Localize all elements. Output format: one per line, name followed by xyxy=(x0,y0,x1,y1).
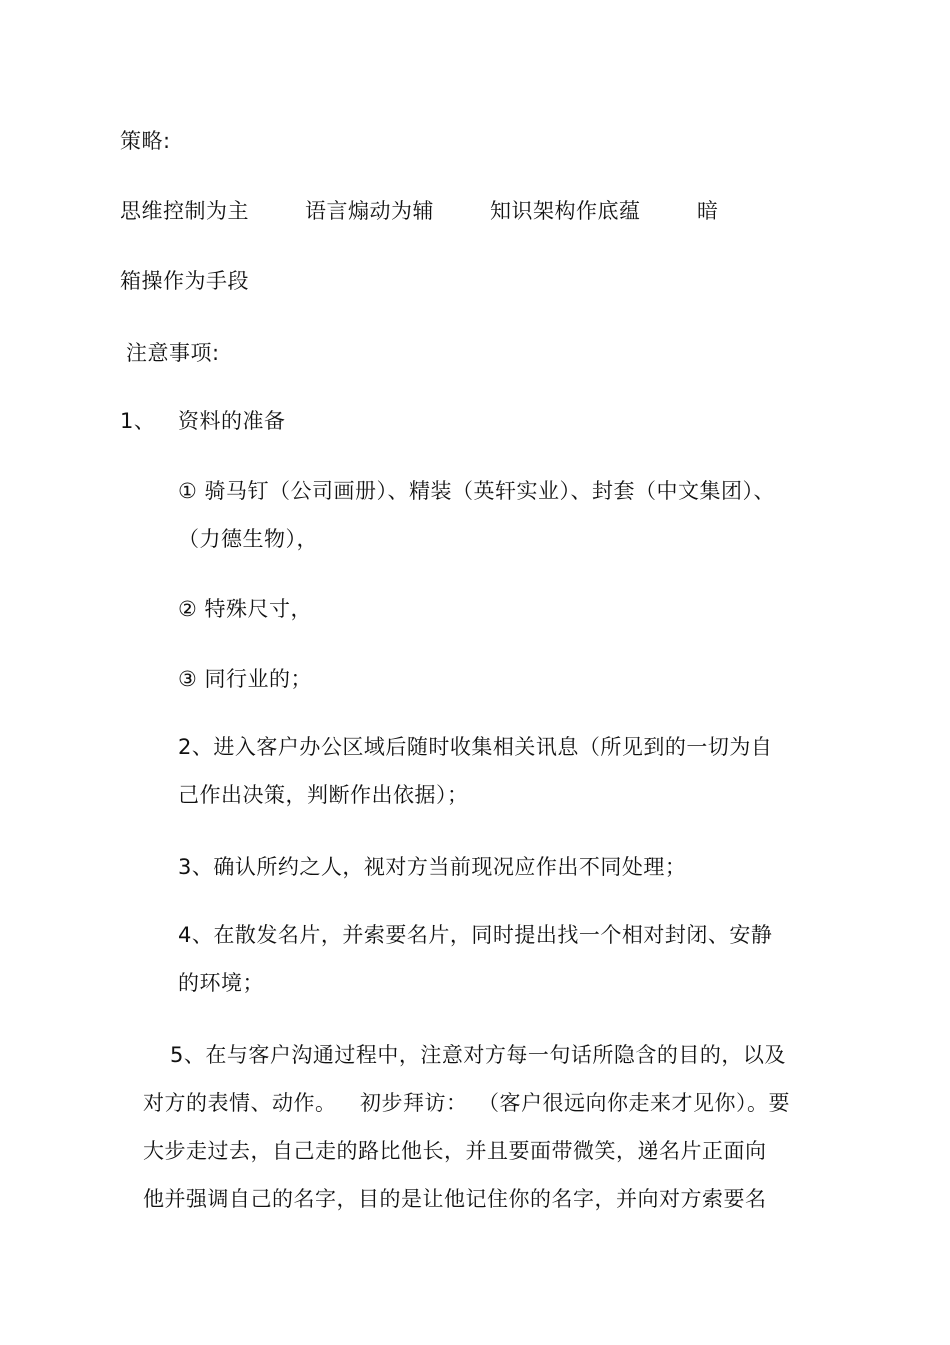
note-item-1-sub2: ② 特殊尺寸， xyxy=(178,597,313,621)
note-item-2-line2: 己作出决策，判断作出依据）； xyxy=(178,783,469,807)
note-item-3: 3、确认所约之人，视对方当前现况应作出不同处理； xyxy=(178,855,687,879)
note-item-5-line3: 大步走过去，自己走的路比他长，并且要面带微笑，递名片正面向 xyxy=(143,1139,767,1163)
note-item-1-sub1-line1: ① 骑马钉（公司画册）、精装（英轩实业）、封套（中文集团）、 xyxy=(178,479,775,503)
strategy-item-3: 知识架构作底蕴 xyxy=(490,199,641,223)
strategy-item-4: 暗 xyxy=(697,199,719,223)
note-item-5-line2-part2: 初步拜访： xyxy=(360,1091,468,1115)
note-item-1-number: 1、 xyxy=(120,409,156,433)
note-item-2-line1: 2、进入客户办公区域后随时收集相关讯息（所见到的一切为自 xyxy=(178,735,773,759)
note-item-5-line4: 他并强调自己的名字，目的是让他记住你的名字，并向对方索要名 xyxy=(143,1187,767,1211)
note-item-5-line2-part3: （客户很远向你走来才见你）。要 xyxy=(478,1091,790,1115)
strategy-item-1: 思维控制为主 xyxy=(120,199,249,223)
note-item-5-line1: 5、在与客户沟通过程中，注意对方每一句话所隐含的目的，以及 xyxy=(170,1043,786,1067)
notes-heading: 注意事项: xyxy=(126,341,220,365)
strategy-heading: 策略: xyxy=(120,129,171,153)
note-item-5-line2-part1: 对方的表情、动作。 xyxy=(143,1091,337,1115)
note-item-4-line1: 4、在散发名片，并索要名片，同时提出找一个相对封闭、安静 xyxy=(178,923,773,947)
strategy-continuation: 箱操作为手段 xyxy=(120,269,249,293)
note-item-1-text: 资料的准备 xyxy=(178,409,286,433)
note-item-1-sub1-line2: （力德生物）， xyxy=(178,527,318,551)
note-item-4-line2: 的环境； xyxy=(178,971,264,995)
note-item-1-sub3: ③ 同行业的； xyxy=(178,667,313,691)
strategy-item-2: 语言煽动为辅 xyxy=(305,199,434,223)
